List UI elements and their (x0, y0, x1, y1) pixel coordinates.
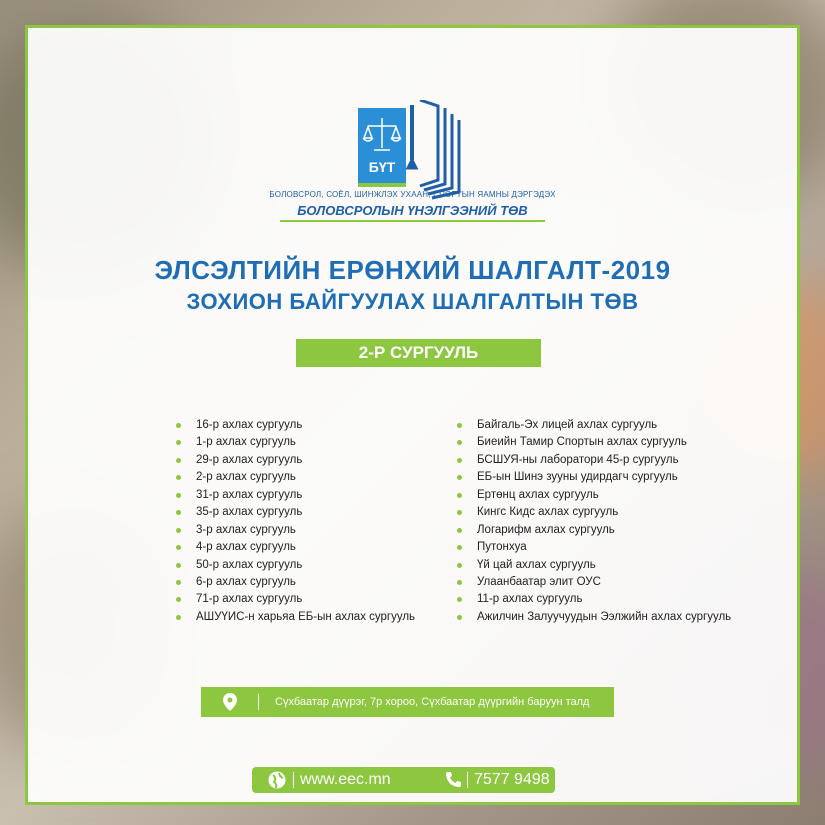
list-item: 2-р ахлах сургууль (176, 469, 415, 486)
list-item: Ажилчин Залуучуудын Ээлжийн ахлах сургууль (457, 609, 731, 626)
organization-name: БОЛОВСРОЛЫН ҮНЭЛГЭЭНИЙ ТӨВ (280, 203, 545, 222)
list-item: 6-р ахлах сургууль (176, 574, 415, 591)
list-item: БСШУЯ-ны лаборатори 45-р сургууль (457, 452, 731, 469)
list-item: 71-р ахлах сургууль (176, 591, 415, 608)
list-item: Кингс Кидс ахлах сургууль (457, 504, 731, 521)
list-item: Үй цай ахлах сургууль (457, 557, 731, 574)
list-item: Логарифм ахлах сургууль (457, 522, 731, 539)
list-item: АШУҮИС-н харьяа ЕБ-ын ахлах сургууль (176, 609, 415, 626)
phone-number[interactable]: 7577 9498 (474, 771, 550, 788)
book-icon (408, 100, 459, 198)
list-item: 31-р ахлах сургууль (176, 487, 415, 504)
list-item: 29-р ахлах сургууль (176, 452, 415, 469)
phone-icon (445, 771, 462, 788)
list-item: Байгаль-Эх лицей ахлах сургууль (457, 417, 731, 434)
list-item: 50-р ахлах сургууль (176, 557, 415, 574)
page-subtitle: ЗОХИОН БАЙГУУЛАХ ШАЛГАЛТЫН ТӨВ (186, 289, 639, 314)
school-list-left (176, 417, 415, 626)
list-item: 3-р ахлах сургууль (176, 522, 415, 539)
logo-text: БҮТ (368, 159, 396, 175)
page-title: ЭЛСЭЛТИЙН ЕРӨНХИЙ ШАЛГАЛТ-2019 (154, 255, 671, 285)
website-link[interactable]: www.eec.mn (300, 771, 391, 788)
list-item: 1-р ахлах сургууль (176, 434, 415, 451)
contact-footer (252, 767, 555, 793)
list-item: 11-р ахлах сургууль (457, 591, 731, 608)
list-item: 16-р ахлах сургууль (176, 417, 415, 434)
address-text: Сүхбаатар дүүрэг, 7р хороо, Сүхбаатар дүүргийн баруун талд (275, 696, 590, 708)
list-item: Улаанбаатар элит ОУС (457, 574, 731, 591)
school-list-right (457, 417, 731, 626)
location-pin-icon (223, 693, 237, 711)
list-item: Биеийн Тамир Спортын ахлах сургууль (457, 434, 731, 451)
list-item: Ертөнц ахлах сургууль (457, 487, 731, 504)
list-item: 35-р ахлах сургууль (176, 504, 415, 521)
globe-icon (268, 771, 286, 789)
logo-subtitle: БОЛОВСРОЛ, СОЁЛ, ШИНЖЛЭХ УХААН, СПОРТЫН ЯАМНЫ ДЭРГЭДЭХ (269, 190, 556, 199)
list-item: 4-р ахлах сургууль (176, 539, 415, 556)
list-item: ЕБ-ын Шинэ зууны удирдагч сургууль (457, 469, 731, 486)
exam-center-badge: 2-Р СУРГУУЛЬ (296, 339, 541, 367)
list-item: Путонхуа (457, 539, 731, 556)
address-bar (201, 687, 614, 717)
